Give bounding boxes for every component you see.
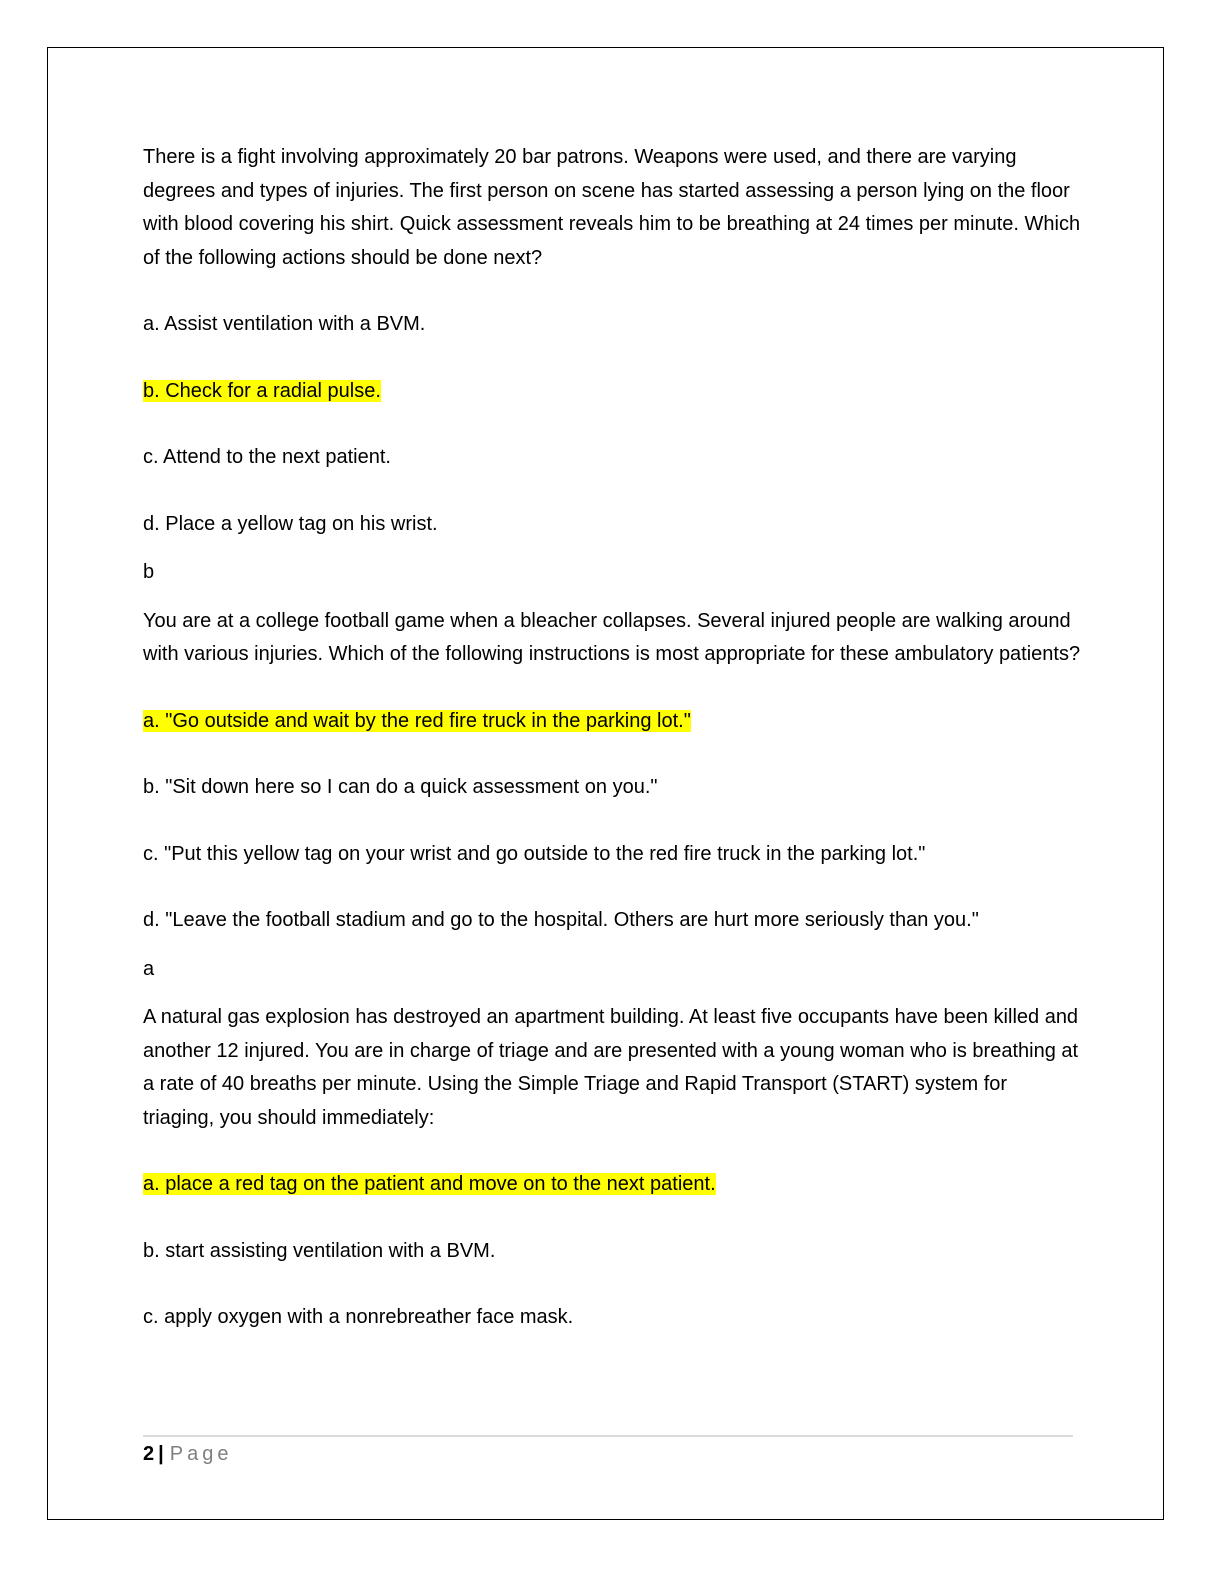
footer-divider	[143, 1435, 1073, 1437]
option-text: b. "Sit down here so I can do a quick assessment on you."	[143, 776, 658, 798]
document-body	[143, 141, 1083, 1368]
highlighted-option-text: a. place a red tag on the patient and move on to the next patient.	[143, 1173, 716, 1195]
question-1-option-c	[143, 441, 1083, 475]
question-2-stem: You are at a college football game when a bleacher collapses. Several injured people are walking around with various injuries. Which of the following instructions is most appropriate for these ambulatory patients?	[143, 609, 1081, 665]
option-text: b. start assisting ventilation with a BVM.	[143, 1239, 496, 1262]
option-text: c. Attend to the next patient.	[143, 446, 391, 468]
question-2-option-c	[143, 838, 1083, 872]
question-3-option-c	[143, 1301, 1083, 1335]
page-label: Page	[169, 1443, 233, 1465]
question-2-option-d	[143, 904, 1083, 938]
question-3-option-a	[143, 1168, 1083, 1202]
question-1-option-a	[143, 308, 1083, 342]
highlighted-option-text: a. "Go outside and wait by the red fire truck in the parking lot."	[143, 709, 691, 732]
question-3-option-b	[143, 1235, 1083, 1269]
option-text: c. apply oxygen with a nonrebreather face mask.	[143, 1306, 574, 1328]
option-text: d. Place a yellow tag on his wrist.	[143, 512, 438, 535]
question-3-stem: A natural gas explosion has destroyed an apartment building. At least five occupants have been killed and another 12 injured. You are in charge of triage and are presented with a young woman who is breathing at a rate of 40 breaths per minute. Using the Simple Triage and Rapid Transport (START) system for triaging, you should immediately:	[143, 1006, 1079, 1129]
question-2-option-b	[143, 771, 1083, 805]
question-1-stem: There is a fight involving approximately 20 bar patrons. Weapons were used, and there are varying degrees and types of injuries. The first person on scene has started assessing a person lying on the floor with blood covering his shirt. Quick assessment reveals him to be breathing at 24 times per minute. Which of the following actions should be done next?	[143, 146, 1081, 269]
question-2-answer: a	[143, 957, 155, 980]
question-1-answer: b	[143, 561, 155, 583]
highlighted-option-text: b. Check for a radial pulse.	[143, 379, 381, 402]
question-1-option-b	[143, 375, 1083, 409]
option-text: c. "Put this yellow tag on your wrist and go outside to the red fire truck in the parking lot."	[143, 842, 926, 865]
option-text: a. Assist ventilation with a BVM.	[143, 313, 426, 335]
option-text: d. "Leave the football stadium and go to the hospital. Others are hurt more seriously than you."	[143, 909, 979, 931]
footer-separator: |	[158, 1443, 164, 1465]
question-2-option-a	[143, 705, 1083, 739]
page-number: 2	[143, 1443, 155, 1465]
page-footer	[143, 1440, 232, 1468]
question-1-option-d	[143, 508, 1083, 542]
